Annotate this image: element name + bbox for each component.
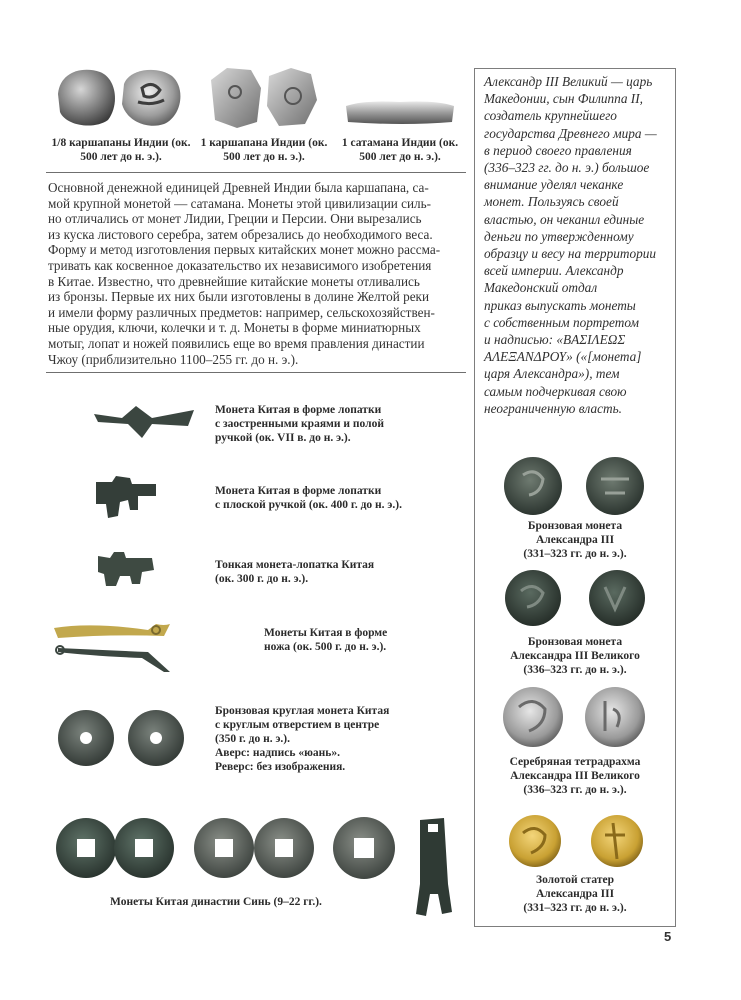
caption-line: Аверс: надпись «юань». xyxy=(215,747,340,759)
sidebar-text-line: образцу и весу на территории xyxy=(484,246,657,262)
caption-karshapana: 1 каршапана Индии (ок. 500 лет до н. э.). xyxy=(200,137,328,163)
caption-line: Серебряная тетрадрахма xyxy=(509,756,641,768)
caption-line: Монета Китая в форме лопатки xyxy=(215,485,382,497)
main-text-line: из бронзы. Первые их них были изготовлены в долине Желтой реки xyxy=(48,289,430,305)
coin-image-knife xyxy=(52,612,172,674)
caption-line: Бронзовая монета xyxy=(527,520,623,532)
divider-top xyxy=(46,172,466,173)
caption-line: Александра III xyxy=(535,888,615,900)
coin-image-alexander-tetradrachm xyxy=(501,685,651,749)
main-text-line: в Китае. Известно, что древнейшие китайские монеты отливались xyxy=(48,273,420,289)
caption-line: с плоской ручкой (ок. 400 г. до н. э.). xyxy=(215,499,402,511)
caption-line: (336–323 гг. до н. э.). xyxy=(523,784,627,796)
sidebar-text-line: приказ выпускать монеты xyxy=(484,297,636,313)
sidebar-text-line: Македонский отдал xyxy=(484,280,598,296)
caption-spade-pointed xyxy=(215,403,425,445)
divider-bottom xyxy=(46,372,466,373)
caption-line: Бронзовая круглая монета Китая xyxy=(215,705,390,717)
caption-alexander-bronze-2 xyxy=(475,635,675,677)
caption-eighth-karshapana: 1/8 каршапаны Индии (ок. 500 лет до н. э.). xyxy=(51,137,191,163)
coin-image-spade-thin xyxy=(96,550,156,588)
coin-image-satamana xyxy=(344,96,456,128)
coin-image-round-hole xyxy=(56,706,188,770)
sidebar-text-line: властью, он чеканил единые xyxy=(484,211,645,227)
sidebar-text-line: и надписью: «ΒΑΣΙΛΕΩΣ xyxy=(484,332,626,348)
caption-line: ножа (ок. 500 г. до н. э.). xyxy=(264,641,387,653)
main-paragraph xyxy=(48,180,468,367)
sidebar-text-line: государства Древнего мира — xyxy=(484,125,657,141)
sidebar-alexander xyxy=(474,68,676,927)
caption-line: Монета Китая в форме лопатки xyxy=(215,404,382,416)
main-text-line: и имели форму различных предметов: например, сельскохозяйствен- xyxy=(48,304,435,320)
caption-line: (350 г. до н. э.). xyxy=(215,733,290,745)
caption-line: Тонкая монета-лопатка Китая xyxy=(215,559,375,571)
caption-alexander-stater xyxy=(475,873,675,915)
sidebar-text-line: создатель крупнейшего xyxy=(484,108,617,124)
sidebar-text-line: царя Александра»), тем xyxy=(484,366,620,382)
caption-line: с круглым отверстием в центре xyxy=(215,719,380,731)
sidebar-text-line: Македонии, сын Филиппа II, xyxy=(484,91,643,107)
caption-knife xyxy=(264,626,464,654)
main-text-line: ные орудия, ключи, колечки и т. д. Монеты в форме миниатюрных xyxy=(48,320,421,336)
sidebar-text-line: в период своего правления xyxy=(484,142,632,158)
main-text-line: мой крупной монетой — сатамана. Монеты этой цивилизации силь- xyxy=(48,195,432,211)
sidebar-text-line: самым подчеркивая свою xyxy=(484,383,627,399)
main-text-line: из куска листового серебра, затем обрезались до необходимого веса. xyxy=(48,226,433,242)
page-number: 5 xyxy=(664,929,672,944)
coin-image-alexander-bronze-1 xyxy=(501,455,651,517)
caption-alexander-bronze-1 xyxy=(475,519,675,561)
caption-line: ручкой (ок. VII в. до н. э.). xyxy=(215,432,351,444)
main-text-line: тривать как косвенное доказательство их независимого изобретения xyxy=(48,257,432,273)
caption-line: Монеты Китая в форме xyxy=(264,627,388,639)
caption-xin-dynasty: Монеты Китая династии Синь (9–22 гг.). xyxy=(110,896,322,908)
caption-line: Александра III xyxy=(535,534,615,546)
sidebar-text-line: внимание уделял чеканке xyxy=(484,177,624,193)
caption-line: Золотой статер xyxy=(536,874,614,886)
sidebar-text-line: ΑΛΕΞΑΝΔΡΟΥ» («[монета] xyxy=(484,349,642,365)
coin-image-alexander-stater xyxy=(505,813,649,869)
caption-spade-flat xyxy=(215,484,455,512)
caption-line: (331–323 гг. до н. э.). xyxy=(523,902,627,914)
caption-alexander-tetradrachm xyxy=(475,755,675,797)
caption-spade-thin xyxy=(215,558,425,586)
sidebar-text-line: Александр III Великий — царь xyxy=(484,74,653,89)
caption-line: (331–323 гг. до н. э.). xyxy=(523,548,627,560)
sidebar-text-line: неограниченную власть. xyxy=(484,400,623,416)
sidebar-text-line: деньги по утвержденному xyxy=(484,228,634,244)
coin-image-spade-flat xyxy=(94,474,160,520)
sidebar-text xyxy=(484,73,674,417)
coin-image-alexander-bronze-2 xyxy=(501,567,651,629)
caption-line: (336–323 гг. до н. э.). xyxy=(523,664,627,676)
caption-line: Александра III Великого xyxy=(510,770,640,782)
caption-line: Александра III Великого xyxy=(510,650,640,662)
caption-line: Бронзовая монета xyxy=(527,636,623,648)
caption-line: Реверс: без изображения. xyxy=(215,761,346,773)
sidebar-text-line: монет. Пользуясь своей xyxy=(484,194,619,210)
sidebar-text-line: с собственным портретом xyxy=(484,314,639,330)
caption-round-hole xyxy=(215,704,435,774)
main-text-line: но отличались от монет Лидии, Греции и Персии. Они вырезались xyxy=(48,211,422,227)
main-text-line: Чжоу (приблизительно 1100–255 гг. до н. э.). xyxy=(48,351,299,367)
caption-line: (ок. 300 г. до н. э.). xyxy=(215,573,309,585)
caption-line: с заостренными краями и полой xyxy=(215,418,384,430)
main-text-line: Основной денежной единицей Древней Индии была каршапана, са- xyxy=(48,180,429,195)
main-text-line: Форму и метод изготовления первых китайских монет можно рассма- xyxy=(48,242,441,258)
sidebar-text-line: всей империи. Александр xyxy=(484,263,624,279)
coin-image-karshapana xyxy=(207,66,319,130)
sidebar-text-line: (336–323 гг. до н. э.) большое xyxy=(484,160,650,176)
coin-image-eighth-karshapana xyxy=(52,64,188,130)
coin-image-spade-pointed xyxy=(92,400,196,442)
caption-satamana: 1 сатамана Индии (ок. 500 лет до н. э.). xyxy=(341,137,459,163)
main-text-line: мотыг, лопат и ножей появились еще во время правления династии xyxy=(48,335,425,351)
